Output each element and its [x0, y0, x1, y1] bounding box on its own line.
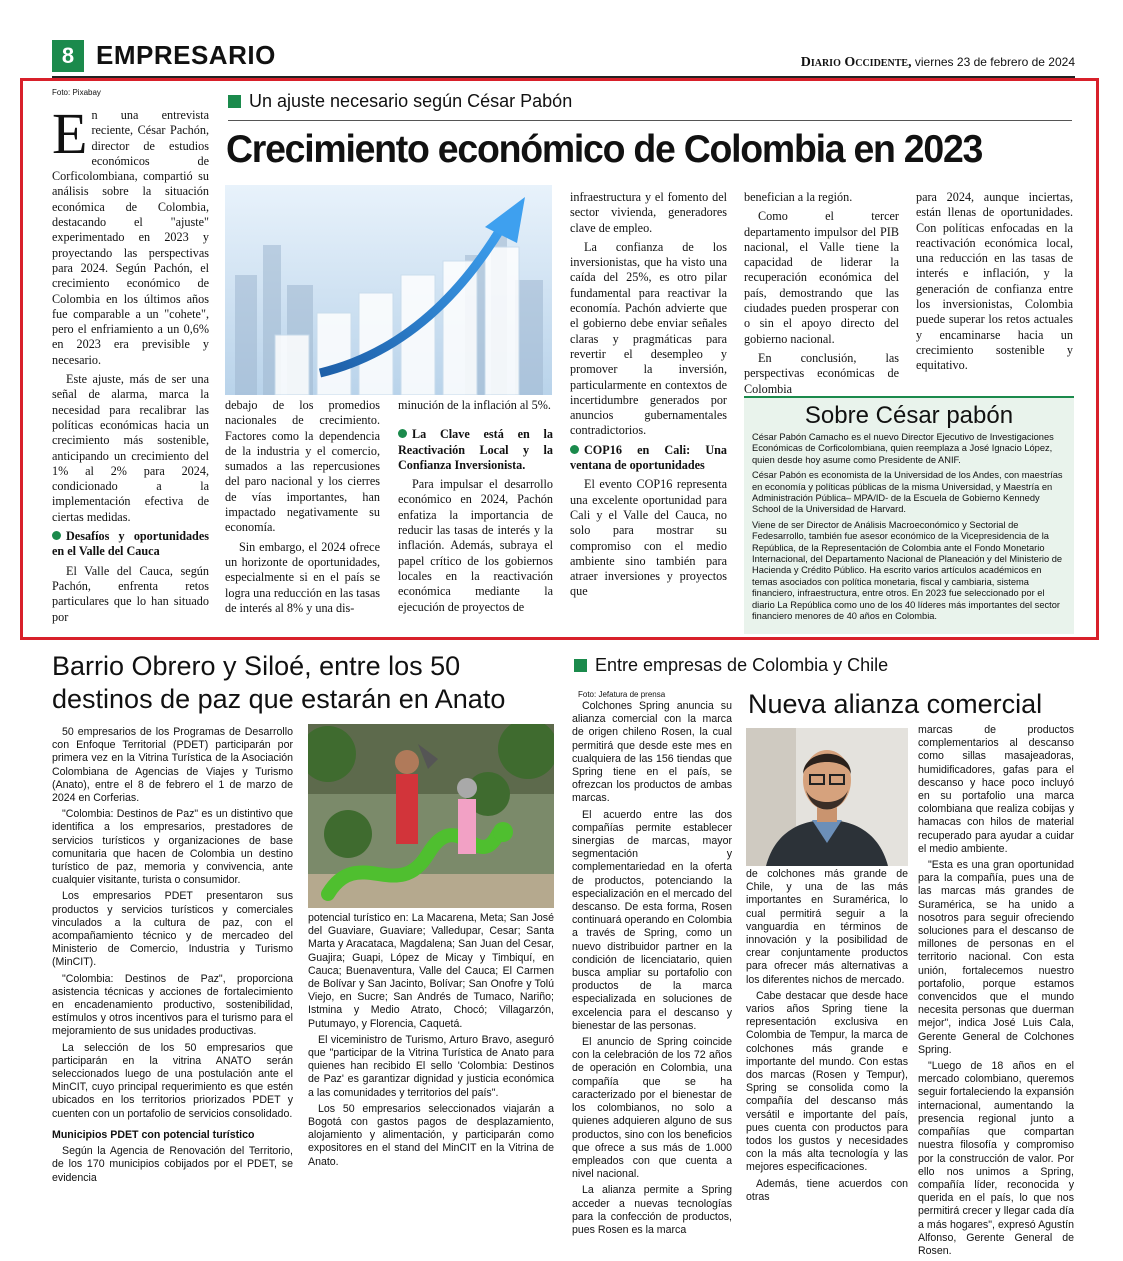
paragraph: Como el tercer departamento impulsor del PIB nacional, el Valle tiene la capacidad de liderar la recuperación económica del país, demostrando que las ciudades pueden prosperar con o sin el apoyo directo del gobierno nacional. — [744, 209, 899, 346]
anato-col-1 — [52, 726, 293, 1188]
photo-credit: Foto: Jefatura de prensa — [578, 690, 666, 699]
paragraph: potencial turístico en: La Macarena, Meta; San José del Guaviare, Guaviare; Valledupar, Cesar; Santa Marta y Aracataca, Magdalena; San Juan del Cesar, Guajira; Guapi, López de Micay y Timbiquí, en Cauca; Buenaventura, Valle del Cauca; El Carmen de Bolívar y San Jacinto, Bolívar; San Onofre y Tolú Viejo, en Sucre; San Andrés de Tumaco, Nariño; Istmina y Medio Atrato, Chocó; Villagarzón, Putumayo, y Florencia, Caquetá. — [308, 912, 554, 1030]
paragraph: "Luego de 18 años en el mercado colombiano, queremos seguir fortaleciendo la expansión internacional, aumentando la presencia regional junto a compañías que compartan nuestra filosofía y compromiso por la construcción de valor. Por ello nos unimos a Spring, compañía líder, reconocida y querida en el país, lo que nos permitirá crecer y llegar cada día a más hogares", expresó Agustín Alfonso, Gerente General de Rosen. — [918, 1060, 1074, 1257]
anato-headline — [52, 650, 562, 716]
paragraph: El Valle del Cauca, según Pachón, enfrenta retos particulares que lo han situado por — [52, 563, 209, 624]
paragraph: Los 50 empresarios seleccionados viajarán a Bogotá con gastos pagos de desplazamiento, alojamiento y alimentación, y participarán como expositores en el stand del MinCIT en la Vitrina de Anato. — [308, 1102, 554, 1168]
feature-col-2 — [225, 398, 380, 620]
paragraph: El evento COP16 representa una excelente oportunidad para Cali y el Valle del Cauca, no solo para mostrar su compromiso con el medio ambiente sino también para atraer inversiones y proyectos que — [570, 477, 727, 599]
dot-bullet-icon — [398, 429, 407, 438]
subheading: Municipios PDET con potencial turístico — [52, 1128, 255, 1141]
headline-line: destinos de paz que estarán en Anato — [52, 684, 506, 714]
paragraph: Colchones Spring anuncia su alianza comercial con la marca de origen chileno Rosen, la cual permitirá que desde este mes en cualquiera de las 156 tiendas que Spring tiene en el país, se ofrezcan los productos de ambas marcas. — [572, 700, 732, 805]
square-bullet-icon — [228, 95, 241, 108]
feature-col-1 — [52, 101, 209, 629]
feature-headline: Crecimiento económico de Colombia en 2023 — [226, 128, 983, 171]
paragraph: Cabe destacar que desde hace varios años Spring tiene la representación exclusiva en Colombia de Tempur, la marca de colchones más grande e importante del mundo. Con estas dos marcas (Rosen y Tempur), Spring se consolida como la compañía del descanso más versátil e importante del país, pues cuenta con productos para todos los gustos y necesidades con la más alta tecnología y las mejores especificaciones. — [746, 989, 908, 1174]
kicker-rule — [228, 120, 1072, 121]
sidebar-paragraph: Viene de ser Director de Análisis Macroeconómico y Sectorial de Fedesarrollo, también fue asesor económico de la Vicepresidencia de la República, de la Representación de Colombia ante el Fondo Monetario Internacional, del Departamento Nacional de Planeación y del Ministerio de Hacienda y Crédito Público. Ha escrito varios artículos académicos en temas asociados con política monetaria, fiscal y cambiaria, sistema financiero, infraestructura, entre otros. En 2023 fue seleccionado por el diario La República como uno de los 40 líderes más importantes del sector financiero menores de 40 años en Colombia. — [752, 519, 1063, 622]
paragraph: Además, tiene acuerdos con otras — [746, 1177, 908, 1203]
alianza-kicker — [574, 655, 888, 676]
subheading — [570, 443, 727, 474]
feature-col-5 — [744, 190, 899, 401]
alianza-col-3 — [918, 724, 1074, 1261]
paragraph: La alianza permite a Spring acceder a nuevas tecnologías para la confección de productos, pues Rosen es la marca — [572, 1184, 732, 1236]
dot-bullet-icon — [52, 531, 61, 540]
page-number: 8 — [52, 40, 84, 72]
portrait-photo — [746, 728, 908, 866]
feature-col-3 — [398, 398, 553, 619]
paragraph: Sin embargo, el 2024 ofrece un horizonte de oportunidades, especialmente si en el país se logra una reducción en las tasas de interés al 8% y una dis- — [225, 539, 380, 615]
kicker-text: Un ajuste necesario según César Pabón — [249, 91, 573, 111]
headline-line: Barrio Obrero y Siloé, entre los 50 — [52, 651, 461, 681]
paragraph: benefician a la región. — [744, 190, 853, 204]
paragraph: infraestructura y el fomento del sector vivienda, generadores clave de empleo. — [570, 190, 727, 235]
alianza-col-1 — [572, 700, 732, 1240]
paragraph: marcas de productos complementarios al descanso como sillas masajeadoras, humidificadores, gafas para el descanso y hace poco incluyó en su portafolio una marca colombiana que realiza cobijas y hamacas con hilos de material recuperado para ayudar a cuidar el medio ambiente. — [918, 724, 1074, 855]
paragraph: La confianza de los inversionistas, que ha visto una caída del 25%, es otro pilar fundamental para reactivar la economía. Pachón advierte que el gobierno debe enviar señales claras y pragmáticas para revertir el desempleo y promover la inversión, particularmente en contextos de incertidumbre generados por anuncios gubernamentales contradictorios. — [570, 239, 727, 438]
paragraph: Los empresarios PDET presentaron sus productos y servicios turísticos y comerciales vinculados a la cultura de paz, con el acompañamiento técnico y de mercadeo del Ministerio de Comercio, Industria y Turismo (MinCIT). — [52, 890, 293, 969]
paragraph: El acuerdo entre las dos compañías permite establecer sinergias de marcas, mayor segmentación y complementariedad en la oferta de productos, potenciando la especialización en el mercado del descanso. De esta forma, Rosen continuará operando en Colombia a través de Spring, como un nuevo distribuidor partner en la condición de licenciatario, quien busca ampliar su portafolio con productos de la marca especializada en soluciones de excelencia para el descanso y bienestar de las personas. — [572, 808, 732, 1032]
feature-kicker — [228, 91, 572, 112]
paragraph: "Colombia: Destinos de Paz" es un distintivo que identifica a los empresarios, prestadores de servicios turísticos y organizaciones de base comunitaria que hacen de Colombia un destino turístico de paz, memoria y convivencia, ante cualquier visitante, turista o consumidor. — [52, 808, 293, 887]
subheading-text: Desafíos y oportunidades en el Valle del Cauca — [52, 529, 209, 559]
paragraph: Este ajuste, más de ser una señal de alarma, marca la necesidad para recalibrar las políticas económicas hacia un crecimiento más sostenible, anticipando un crecimiento del 1% al 2% para 2024, condicionado a la implementación efectiva de ciertas medidas. — [52, 372, 209, 524]
paragraph: "Esta es una gran oportunidad para la compañía, pues una de las marcas más grandes de Suramérica, se ha unido a nosotros para seguir ofreciendo soluciones para el descanso de millones de personas en el territorio nacional. Con esta unión, fortalecemos nuestro portafolio, porque estamos convencidos que el mundo necesita personas que duerman mejor", indica José Luis Cala, Gerente General de Colchones Spring. — [918, 859, 1074, 1056]
sidebar-paragraph: César Pabón Camacho es el nuevo Director Ejecutivo de Investigaciones Económicas de Corficolombiana, quien reemplaza a José Ignacio López, quien desde hoy asume como Presidente de ANIF. — [752, 432, 1054, 465]
paragraph: n una entrevista reciente, César Pachón, director de estudios económicos de Corficolombiana, compartió su análisis sobre la situación económica de Colombia, destacando el "ajuste" experimentado en 2023 y proyectando las perspectivas para 2024. Según Pachón, el crecimiento económico de Colombia en los últimos años fue comparable a un "cohete", pero el enfriamiento a un 0,6% en 2023 era previsible y necesario. — [52, 108, 209, 367]
anato-photo — [308, 724, 554, 908]
paragraph: El viceministro de Turismo, Arturo Bravo, aseguró que "participar de la Vitrina Turística de Anato para quienes han recibido El sello 'Colombia: Destinos de Paz' es garantizar dignidad y justicia económica a las comunidades y territorios del país". — [308, 1033, 554, 1099]
anato-col-2 — [308, 912, 554, 1172]
dot-bullet-icon — [570, 445, 579, 454]
growth-chart-photo — [225, 185, 552, 395]
paragraph: para 2024, aunque inciertas, están llenas de oportunidades. Con políticas enfocadas en la reactivación económica local, una reducción en las tasas de interés e inflación, y la generación de confianza entre los inversionistas, Colombia puede superar los retos actuales y encaminarse hacia un crecimiento sostenible y equitativo. — [916, 190, 1073, 373]
subheading — [52, 529, 209, 560]
paragraph: El anuncio de Spring coincide con la celebración de los 72 años de operación en Colombia, una compañía que se ha caracterizado por el bienestar de los colombianos, no solo a quienes adquieren alguno de sus productos, sino con los beneficios que ofrece a sus más de 1.000 empleados con que cuenta a nivel nacional. — [572, 1036, 732, 1181]
photo-credit: Foto: Pixabay — [52, 88, 101, 97]
masthead — [801, 55, 1075, 71]
feature-col-4 — [570, 190, 727, 604]
paragraph: 50 empresarios de los Programas de Desarrollo con Enfoque Territorial (PDET) participarán por primera vez en la Vitrina Turística de la Asociación Colombiana de Agencias de Viajes y Turismo (Anato), entre el 8 de febrero el 1 de marzo de 2024 en Corferias. — [52, 726, 293, 805]
section-title: EMPRESARIO — [96, 40, 276, 70]
paragraph: La selección de los 50 empresarios que participarán en la vitrina ANATO serán seleccionados luego de una postulación ante el MinCIT, cuyo principal requerimiento es que estén ubicados en los territorios priorizados PDET y cuenten con un portafolio de servicios consolidado. — [52, 1041, 293, 1120]
feature-col-6 — [916, 190, 1073, 378]
bio-sidebar — [744, 396, 1074, 634]
issue-date: viernes 23 de febrero de 2024 — [914, 55, 1075, 69]
paragraph: En conclusión, las perspectivas económicas de Colombia — [744, 350, 899, 396]
subheading-text: COP16 en Cali: Una ventana de oportunidades — [570, 442, 727, 473]
subheading-text: La Clave está en la Reactivación Local y la Confianza Inversionista. — [398, 427, 553, 472]
sidebar-title: Sobre César pabón — [804, 402, 1014, 429]
sidebar-paragraph: César Pabón es economista de la Universidad de los Andes, con maestrías en economía y políticas públicas de la misma Universidad, y Maestría en Administración Pública– MPA/ID- de la Escuela de Gobierno Kennedy School de la Universidad de Harvard. — [752, 470, 1063, 515]
paragraph: debajo de los promedios nacionales de crecimiento. Factores como la dependencia de la industria y el comercio, sumados a las repercusiones del paro nacional y los cierres de vías importantes, han impactado negativamente su economía. — [225, 398, 380, 535]
paragraph: de colchones más grande de Chile, y una de las más importantes en Suramérica, lo cual permitirá seguir a la vanguardia en términos de innovación y la posibilidad de crear conjuntamente productos para ofrecer más alternativas a los diferentes nichos de mercado. — [746, 868, 908, 986]
alianza-col-2 — [746, 868, 908, 1207]
square-bullet-icon — [574, 659, 587, 672]
paragraph: "Colombia: Destinos de Paz", proporciona asistencia técnicas y acciones de fortalecimiento en encadenamiento productivo, sostenibilidad, estímulos y otros incentivos para el turismo para el mejoramiento de sus unidades productivas. — [52, 972, 293, 1038]
kicker-text: Entre empresas de Colombia y Chile — [595, 655, 889, 675]
subheading — [398, 427, 553, 473]
paragraph: minución de la inflación al 5%. — [398, 398, 551, 412]
alianza-headline: Nueva alianza comercial — [748, 689, 1043, 719]
paper-name: Diario Occidente, — [800, 55, 912, 70]
drop-cap: E — [52, 101, 88, 166]
paragraph: Para impulsar el desarrollo económico en 2024, Pachón enfatiza la importancia de reducir las tasas de interés y la inflación. Además, subraya el papel crítico de los gobiernos locales en la reactivación económica mediante la ejecución de proyectos de — [398, 477, 553, 614]
paragraph: Según la Agencia de Renovación del Territorio, de los 170 municipios cobijados por el PDET, se evidencia — [52, 1145, 293, 1184]
